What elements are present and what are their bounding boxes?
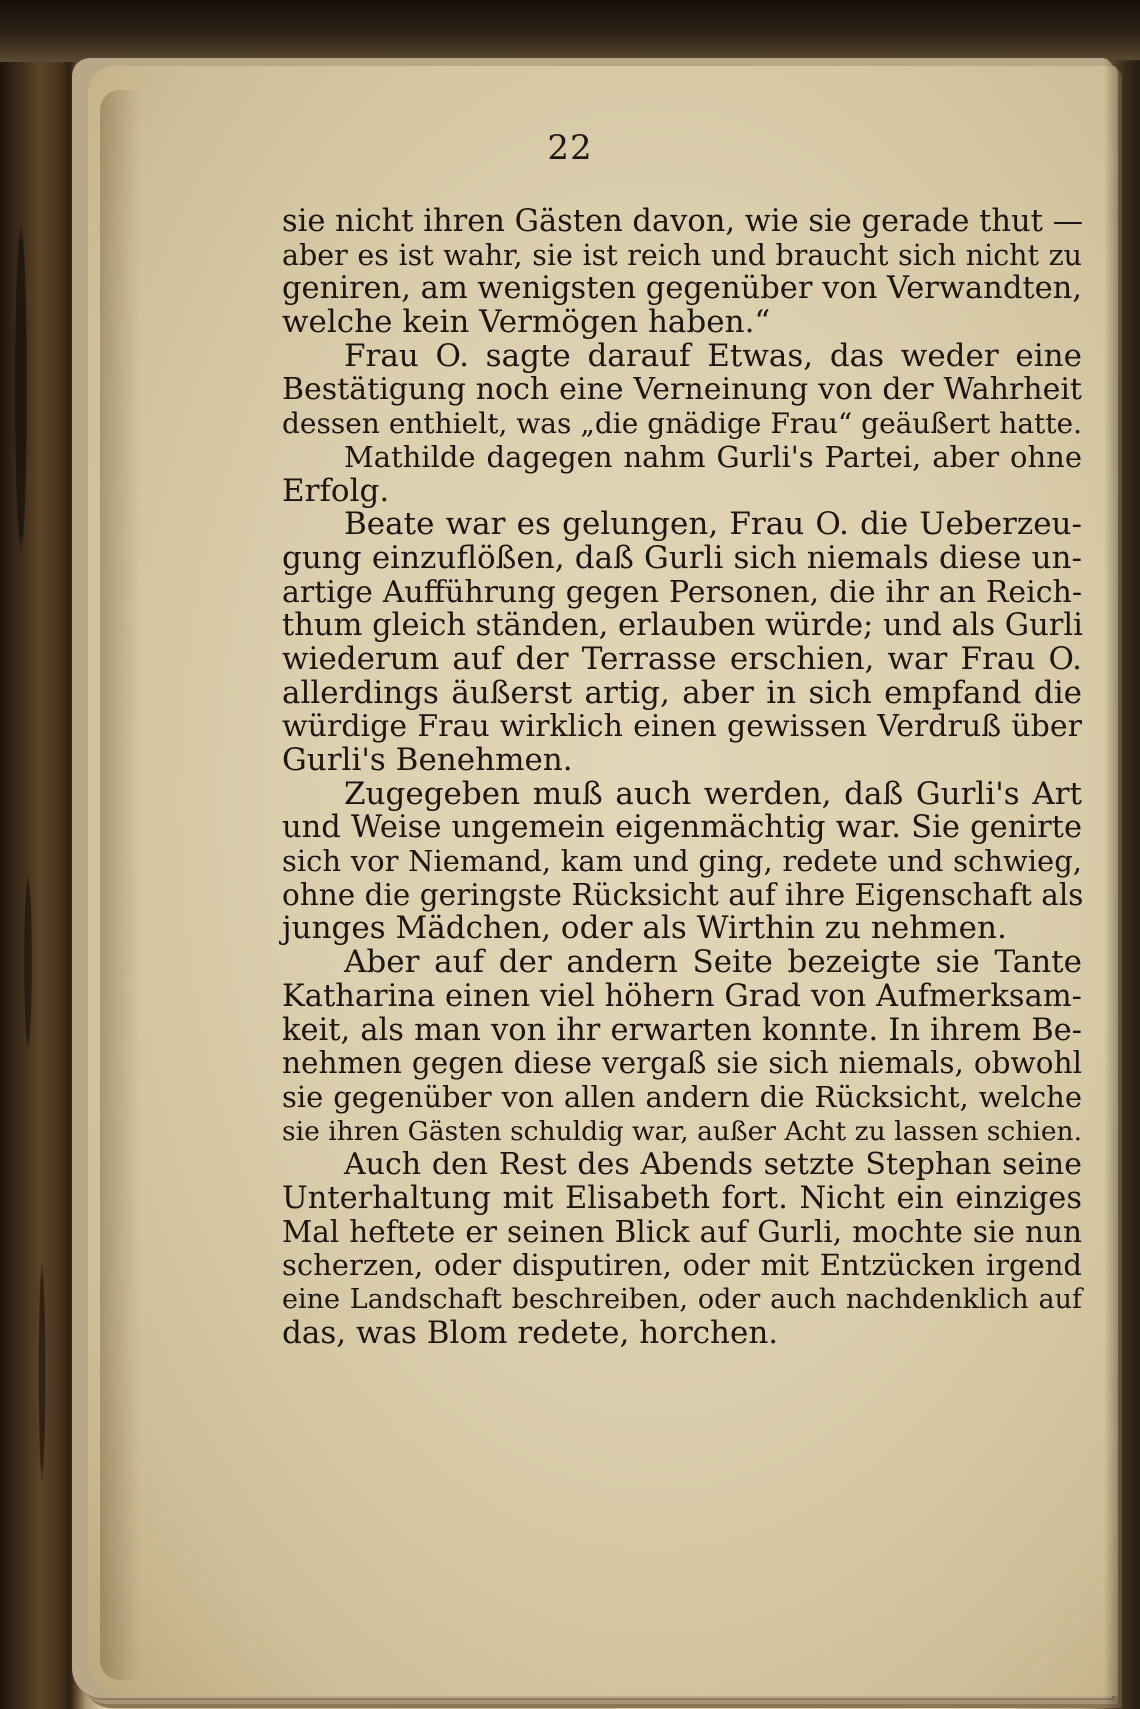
text-line: aber es ist wahr, sie ist reich und braucht sich nicht zu (282, 238, 1082, 272)
text-line: Katharina einen viel höhern Grad von Aufmerksam- (282, 978, 1082, 1014)
text-line: Mal heftete er seinen Blick auf Gurli, mochte sie nun (282, 1214, 1082, 1249)
text-line: ohne die geringste Rücksicht auf ihre Eigenschaft als (282, 877, 1084, 912)
text-line: welche kein Vermögen haben.“ (282, 304, 771, 341)
text-line: geniren, am wenigsten gegenüber von Verwandten, (282, 271, 1082, 307)
paragraph-start-line: Mathilde dagegen nahm Gurli's Partei, aber ohne (344, 439, 1082, 474)
book-cover-top-edge (0, 0, 1140, 62)
text-line: thum gleich ständen, erlauben würde; und als Gurli (282, 608, 1083, 644)
text-line: junges Mädchen, oder als Wirthin zu nehmen. (282, 910, 1007, 947)
gutter-shadow (100, 90, 140, 1680)
paragraph-start-line: Frau O. sagte darauf Etwas, das weder eine (344, 337, 1082, 374)
paragraph-start-line: Zugegeben muß auch werden, daß Gurli's Art (344, 775, 1082, 812)
text-line: würdige Frau wirklich einen gewissen Verdruß über (282, 709, 1082, 745)
text-line: eine Landschaft beschreiben, oder auch nachdenklich auf (282, 1284, 1082, 1315)
text-line: Erfolg. (282, 472, 390, 509)
text-line: sich vor Niemand, kam und ging, redete und schwieg, (282, 844, 1082, 879)
text-line: nehmen gegen diese vergaß sie sich niemals, obwohl (282, 1046, 1082, 1081)
right-book-edge (1104, 60, 1140, 1709)
text-line: wiederum auf der Terrasse erschien, war Frau O. (282, 640, 1082, 677)
text-line: das, was Blom redete, horchen. (282, 1314, 779, 1351)
text-line: scherzen, oder disputiren, oder mit Entzücken irgend (282, 1248, 1082, 1283)
text-line: keit, als man von ihr erwarten konnte. In ihrem Be- (282, 1012, 1082, 1048)
text-line: sie ihren Gästen schuldig war, außer Acht zu lassen schien. (282, 1115, 1082, 1147)
paragraph-start-line: Auch den Rest des Abends setzte Stephan seine (344, 1147, 1082, 1183)
text-line: und Weise ungemein eigenmächtig war. Sie genirte (282, 810, 1082, 846)
body-text (282, 205, 1082, 1350)
page-number: 22 (547, 128, 593, 168)
text-line: artige Aufführung gegen Personen, die ihr an Reich- (282, 574, 1082, 610)
book-spine (0, 60, 70, 1700)
text-line: Gurli's Benehmen. (282, 742, 573, 778)
text-line: sie gegenüber von allen andern die Rücksicht, welche (282, 1079, 1082, 1114)
paragraph-start-line: Beate war es gelungen, Frau O. die Ueberzeu- (344, 506, 1082, 543)
text-line: gung einzuflößen, daß Gurli sich niemals diese un- (282, 539, 1082, 576)
text-line: Unterhaltung mit Elisabeth fort. Nicht ein einziges (282, 1180, 1082, 1216)
text-line: Bestätigung noch eine Verneinung von der Wahrheit (282, 372, 1082, 408)
paragraph-start-line: Aber auf der andern Seite bezeigte sie Tante (344, 944, 1082, 981)
text-line: sie nicht ihren Gästen davon, wie sie gerade thut — (282, 204, 1084, 239)
text-line: dessen enthielt, was „die gnädige Frau“ geäußert hatte. (282, 407, 1082, 441)
text-line: allerdings äußerst artig, aber in sich empfand die (282, 674, 1082, 711)
